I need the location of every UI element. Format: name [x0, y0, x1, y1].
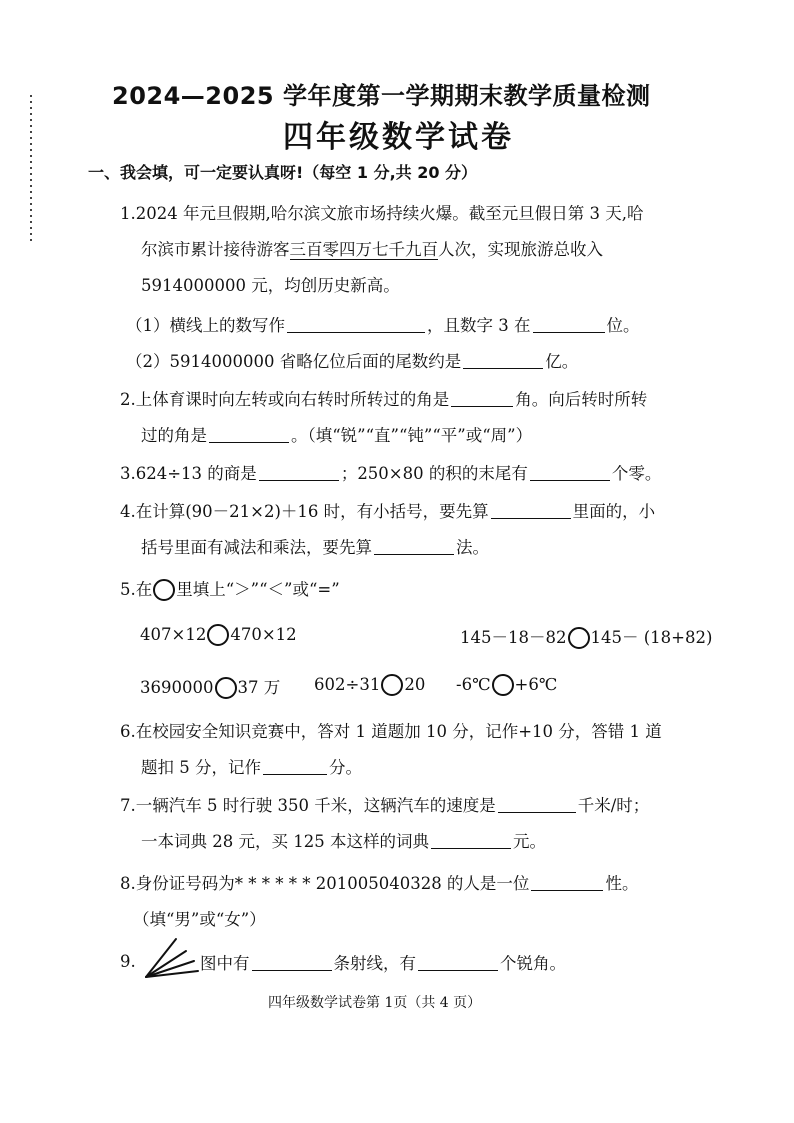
- q2-line1: [120, 386, 647, 410]
- q8-b: 性。: [605, 874, 639, 893]
- q5-c1-right: 470×12: [230, 625, 297, 644]
- blank-gender[interactable]: [531, 874, 603, 891]
- q6-b: 题扣 5 分，记作: [141, 758, 261, 777]
- circle-placeholder-icon: [153, 579, 175, 601]
- q5-compare-3: [140, 674, 280, 699]
- q7-a: 7.一辆汽车 5 时行驶 350 千米，这辆汽车的速度是: [120, 796, 496, 815]
- compare-circle-3[interactable]: [215, 677, 237, 699]
- exam-subtitle: 四年级数学试卷: [283, 120, 514, 155]
- q5-compare-5: [456, 674, 557, 696]
- q1-line2-pre: 尔滨市累计接待游客: [141, 240, 290, 259]
- binding-dots: [30, 95, 32, 245]
- q5-line: [120, 576, 340, 601]
- q1-underlined-number: 三百零四万七千九百: [289, 240, 438, 259]
- q1-part1: [126, 312, 640, 336]
- q5-c5-left: -6℃: [456, 675, 491, 694]
- blank-written-number[interactable]: [287, 316, 425, 333]
- q5-compare-2: [460, 624, 712, 649]
- q9-line: [200, 950, 566, 974]
- q8-line1: [120, 870, 638, 894]
- q4-a: 4.在计算(90－21×2)＋16 时，有小括号，要先算: [120, 502, 489, 521]
- compare-circle-2[interactable]: [568, 627, 590, 649]
- blank-digit-place[interactable]: [533, 316, 605, 333]
- q6-c: 分。: [329, 758, 362, 777]
- q1-line3: 5914000000 元，均创历史新高。: [141, 276, 400, 295]
- q4-d: 法。: [456, 538, 489, 557]
- q1-line2: [141, 236, 603, 260]
- q7-b: 千米/时；: [577, 796, 650, 815]
- blank-approx-yi[interactable]: [463, 352, 543, 369]
- q4-line1: [120, 498, 655, 522]
- q1-part2-b: 亿。: [545, 352, 579, 371]
- compare-circle-1[interactable]: [207, 624, 229, 646]
- q1-part1-b: ，且数字 3 在: [427, 316, 531, 335]
- blank-turn-angle[interactable]: [451, 390, 513, 407]
- q2-line2: [141, 422, 532, 446]
- q5-b: 里填上“＞”“＜”或“=”: [176, 580, 340, 599]
- q5-compare-4: [314, 674, 425, 696]
- q1-part2: [126, 348, 578, 372]
- q5-c3-right: 37 万: [237, 678, 281, 697]
- exam-title: 2024—2025 学年度第一学期期末教学质量检测: [112, 82, 651, 110]
- q2-a: 2.上体育课时向左转或向右转时所转过的角是: [120, 390, 450, 409]
- q3-b: ；250×80 的积的末尾有: [340, 464, 528, 483]
- q6-line2: [141, 754, 362, 778]
- blank-trailing-zeros[interactable]: [530, 464, 610, 481]
- q3-line: [120, 460, 661, 484]
- q3-a: 3.624÷13 的商是: [120, 464, 257, 483]
- q8-line2: （填“男”或“女”）: [133, 910, 266, 929]
- q5-compare-1: [140, 624, 297, 646]
- q4-c: 括号里面有减法和乘法，要先算: [141, 538, 372, 557]
- blank-operation-type[interactable]: [374, 538, 454, 555]
- q7-line2: [141, 828, 546, 852]
- q5-c2-right: 145－ (18+82): [590, 628, 713, 647]
- blank-total-price[interactable]: [431, 832, 511, 849]
- q9-a: 图中有: [200, 954, 250, 973]
- q8-a: 8.身份证号码为* * * * * * 201005040328 的人是一位: [120, 874, 530, 893]
- q1-part1-a: （1）横线上的数写作: [126, 316, 285, 335]
- q5-c4-left: 602÷31: [314, 675, 381, 694]
- q2-b: 角。向后转时所转: [515, 390, 648, 409]
- blank-back-turn-angle[interactable]: [209, 426, 289, 443]
- q7-c: 一本词典 28 元，买 125 本这样的词典: [141, 832, 429, 851]
- blank-acute-angle-count[interactable]: [418, 954, 498, 971]
- section-heading: 一、我会填，可一定要认真呀!（每空 1 分,共 20 分）: [88, 163, 478, 182]
- q2-c: 过的角是: [141, 426, 207, 445]
- q9-c: 个锐角。: [500, 954, 566, 973]
- q1-line1: 1.2024 年元旦假期,哈尔滨文旅市场持续火爆。截至元旦假日第 3 天,哈: [120, 204, 644, 223]
- q2-d: 。（填“锐”“直”“钝”“平”或“周”）: [291, 426, 533, 445]
- q5-c1-left: 407×12: [140, 625, 207, 644]
- page-footer: 四年级数学试卷第 1页（共 4 页）: [268, 995, 482, 1011]
- compare-circle-5[interactable]: [492, 674, 514, 696]
- q5-c5-right: +6℃: [514, 675, 558, 694]
- compare-circle-4[interactable]: [381, 674, 403, 696]
- q3-c: 个零。: [611, 464, 662, 483]
- q5-c4-right: 20: [404, 675, 426, 694]
- q9-number: 9.: [120, 952, 136, 971]
- blank-first-operation[interactable]: [491, 502, 571, 519]
- blank-speed[interactable]: [498, 796, 576, 813]
- q4-b: 里面的，小: [572, 502, 656, 521]
- blank-quotient[interactable]: [259, 464, 339, 481]
- q7-d: 元。: [512, 832, 546, 851]
- q5-c2-left: 145－18－82: [460, 628, 567, 647]
- rays-figure-icon: [142, 935, 202, 981]
- q5-a: 5.在: [120, 580, 153, 599]
- q4-line2: [141, 534, 489, 558]
- q1-part1-c: 位。: [606, 316, 640, 335]
- q1-part2-a: （2）5914000000 省略亿位后面的尾数约是: [126, 352, 462, 371]
- q9-b: 条射线，有: [333, 954, 416, 973]
- blank-score-record[interactable]: [263, 758, 327, 775]
- q6-line1: 6.在校园安全知识竞赛中，答对 1 道题加 10 分，记作+10 分，答错 1 道: [120, 722, 662, 741]
- blank-ray-count[interactable]: [252, 954, 332, 971]
- q7-line1: [120, 792, 649, 816]
- q5-c3-left: 3690000: [140, 678, 214, 697]
- q1-line2-post: 人次，实现旅游总收入: [438, 240, 603, 259]
